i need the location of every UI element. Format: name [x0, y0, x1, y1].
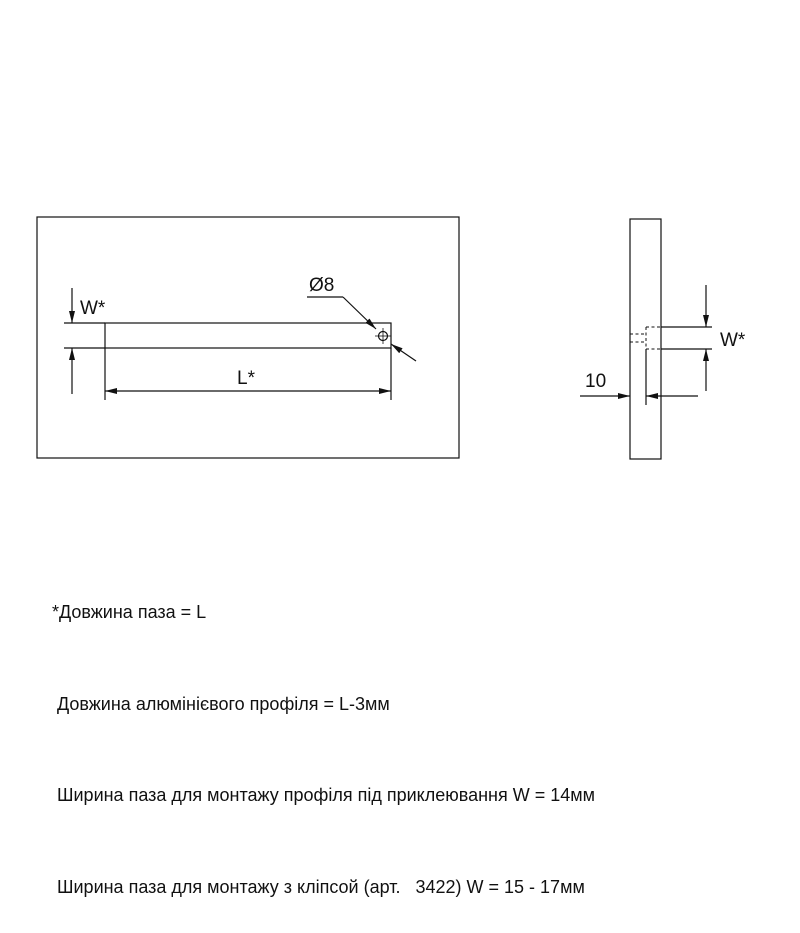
slot-outline	[105, 323, 391, 348]
hole-diameter-label: Ø8	[309, 275, 335, 296]
front-width-label: W*	[80, 298, 106, 319]
side-width-label: W*	[720, 330, 746, 351]
length-label: L*	[237, 368, 255, 389]
hole-leader-tail	[391, 344, 416, 361]
side-view	[580, 219, 712, 459]
note-profile-length: Довжина алюмінієвого профіля = L-3мм	[52, 693, 390, 714]
depth-label: 10	[585, 371, 607, 392]
note-slot-width-clip: Ширина паза для монтажу з кліпсой (арт. 3422) W = 15 - 17мм	[52, 876, 585, 897]
hidden-groove	[630, 327, 661, 349]
notes-block	[52, 536, 595, 933]
note-slot-length: *Довжина паза = L	[52, 602, 207, 622]
hole-leader-diagonal	[343, 297, 376, 329]
note-slot-width-glued: Ширина паза для монтажу профіля під приклеювання W = 14мм	[52, 785, 596, 805]
board-outline	[37, 217, 459, 458]
front-view	[37, 217, 459, 458]
